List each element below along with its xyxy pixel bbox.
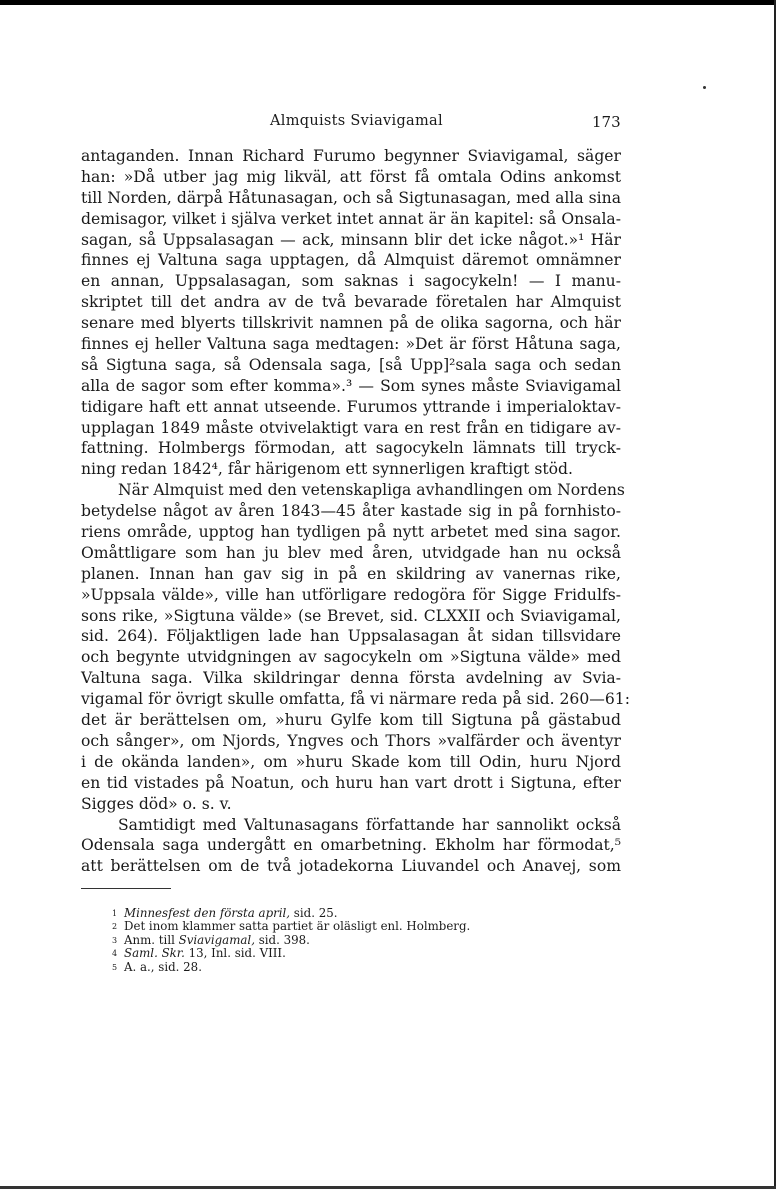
scan-top-edge	[0, 0, 776, 5]
text-line: betydelse något av åren 1843—45 åter kastade sig in på fornhisto-	[81, 502, 621, 521]
text-line: tidigare haft ett annat utseende. Furumos yttrande i imperialoktav-	[81, 397, 621, 416]
footnote-prefix: Anm. till	[124, 932, 179, 947]
text-line: sid. 264). Följaktligen lade han Uppsalasagan åt sidan tillsvidare	[81, 627, 621, 646]
text-line: och sånger», om Njords, Yngves och Thors »valfärder och äventyr	[81, 731, 621, 750]
text-line: en annan, Uppsalasagan, som saknas i sagocykeln! — I manu-	[81, 272, 621, 291]
text-line: När Almquist med den vetenskapliga avhandlingen om Nordens	[118, 481, 625, 500]
footnote	[112, 961, 470, 974]
footnote	[112, 934, 470, 947]
text-line: ning redan 1842⁴, får härigenom ett synnerligen kraftigt stöd.	[81, 460, 573, 479]
footnote	[112, 947, 470, 960]
text-line: en tid vistades på Noatun, och huru han vart drott i Sigtuna, efter	[81, 773, 621, 792]
footnote-number: 2	[112, 922, 118, 932]
footnote-title: Saml. Skr.	[124, 946, 185, 961]
footnote-text: A. a., sid. 28.	[124, 959, 202, 974]
footnote-title: Minnesfest den första april,	[124, 906, 291, 920]
text-line: Samtidigt med Valtunasagans författande har sannolikt också	[118, 815, 621, 834]
footnotes	[112, 907, 470, 974]
text-line: demisagor, vilket i själva verket intet annat är än kapitel: så Onsala-	[81, 209, 621, 228]
footnote-number: 4	[112, 949, 118, 959]
footnote	[112, 907, 470, 920]
text-line: så Sigtuna saga, så Odensala saga, [så Upp]²sala saga och sedan	[81, 355, 621, 374]
page-number: 173	[592, 113, 621, 131]
text-line: i de okända landen», om »huru Skade kom till Odin, huru Njord	[81, 752, 621, 771]
text-line: fattning. Holmbergs förmodan, att sagocykeln lämnats till tryck-	[81, 439, 621, 458]
footnote-number: 3	[112, 935, 118, 945]
body-text	[81, 146, 630, 877]
text-line: planen. Innan han gav sig in på en skildring av vanernas rike,	[81, 564, 621, 583]
text-line: senare med blyerts tillskrivit namnen på de olika sagorna, och här	[81, 314, 621, 333]
footnote-text: Det inom klammer satta partiet är oläsligt enl. Holmberg.	[124, 919, 471, 934]
text-line: antaganden. Innan Richard Furumo begynner Sviavigamal, säger	[81, 147, 621, 165]
running-head: Almquists Sviavigamal	[270, 113, 443, 129]
footnote-text: sid. 25.	[290, 906, 338, 920]
text-line: finnes ej heller Valtuna saga medtagen: »Det är först Håtuna saga,	[81, 335, 621, 354]
text-line: finnes ej Valtuna saga upptagen, då Almquist däremot omnämner	[81, 251, 621, 270]
text-line: till Norden, därpå Håtunasagan, och så Sigtunasagan, med alla sina	[81, 188, 621, 207]
text-line: »Uppsala välde», ville han utförligare redogöra för Sigge Fridulfs-	[81, 585, 621, 604]
text-line: och begynte utvidgningen av sagocykeln om »Sigtuna välde» med	[81, 648, 621, 667]
text-line: vigamal för övrigt skulle omfatta, få vi närmare reda på sid. 260—61:	[81, 690, 630, 709]
footnote-text: 13, Inl. sid. VIII.	[184, 946, 286, 961]
text-line: upplagan 1849 måste otvivelaktigt vara en rest från en tidigare av-	[81, 418, 621, 437]
text-line: Odensala saga undergått en omarbetning. Ekholm har förmodat,⁵	[81, 836, 621, 855]
footnote	[112, 920, 470, 933]
footnote-number: 5	[112, 962, 118, 972]
text-line: skriptet till det andra av de två bevarade företalen har Almquist	[81, 293, 621, 312]
text-line: alla de sagor som efter komma».³ — Som synes måste Sviavigamal	[81, 376, 621, 395]
text-line: sons rike, »Sigtuna välde» (se Brevet, sid. CLXXII och Sviavigamal,	[81, 606, 621, 625]
scan-speck	[703, 86, 706, 89]
footnote-number: 1	[112, 909, 118, 918]
text-line: Omåttligare som han ju blev med åren, utvidgade han nu också	[81, 543, 621, 562]
text-line: Valtuna saga. Vilka skildringar denna första avdelning av Svia-	[81, 669, 621, 688]
text-line: det är berättelsen om, »huru Gylfe kom till Sigtuna på gästabud	[81, 711, 621, 730]
footnote-text: sid. 398.	[254, 932, 310, 947]
text-line: Sigges död» o. s. v.	[81, 794, 232, 813]
text-line: att berättelsen om de två jotadekorna Liuvandel och Anavej, som	[81, 857, 621, 876]
text-line: han: »Då utber jag mig likväl, att först få omtala Odins ankomst	[81, 167, 621, 186]
footnote-rule	[81, 888, 171, 889]
text-line: sagan, så Uppsalasagan — ack, minsann blir det icke något.»¹ Här	[81, 230, 621, 249]
text-line: riens område, upptog han tydligen på nytt arbetet med sina sagor.	[81, 523, 621, 542]
footnote-title: Sviavigamal,	[178, 932, 255, 947]
